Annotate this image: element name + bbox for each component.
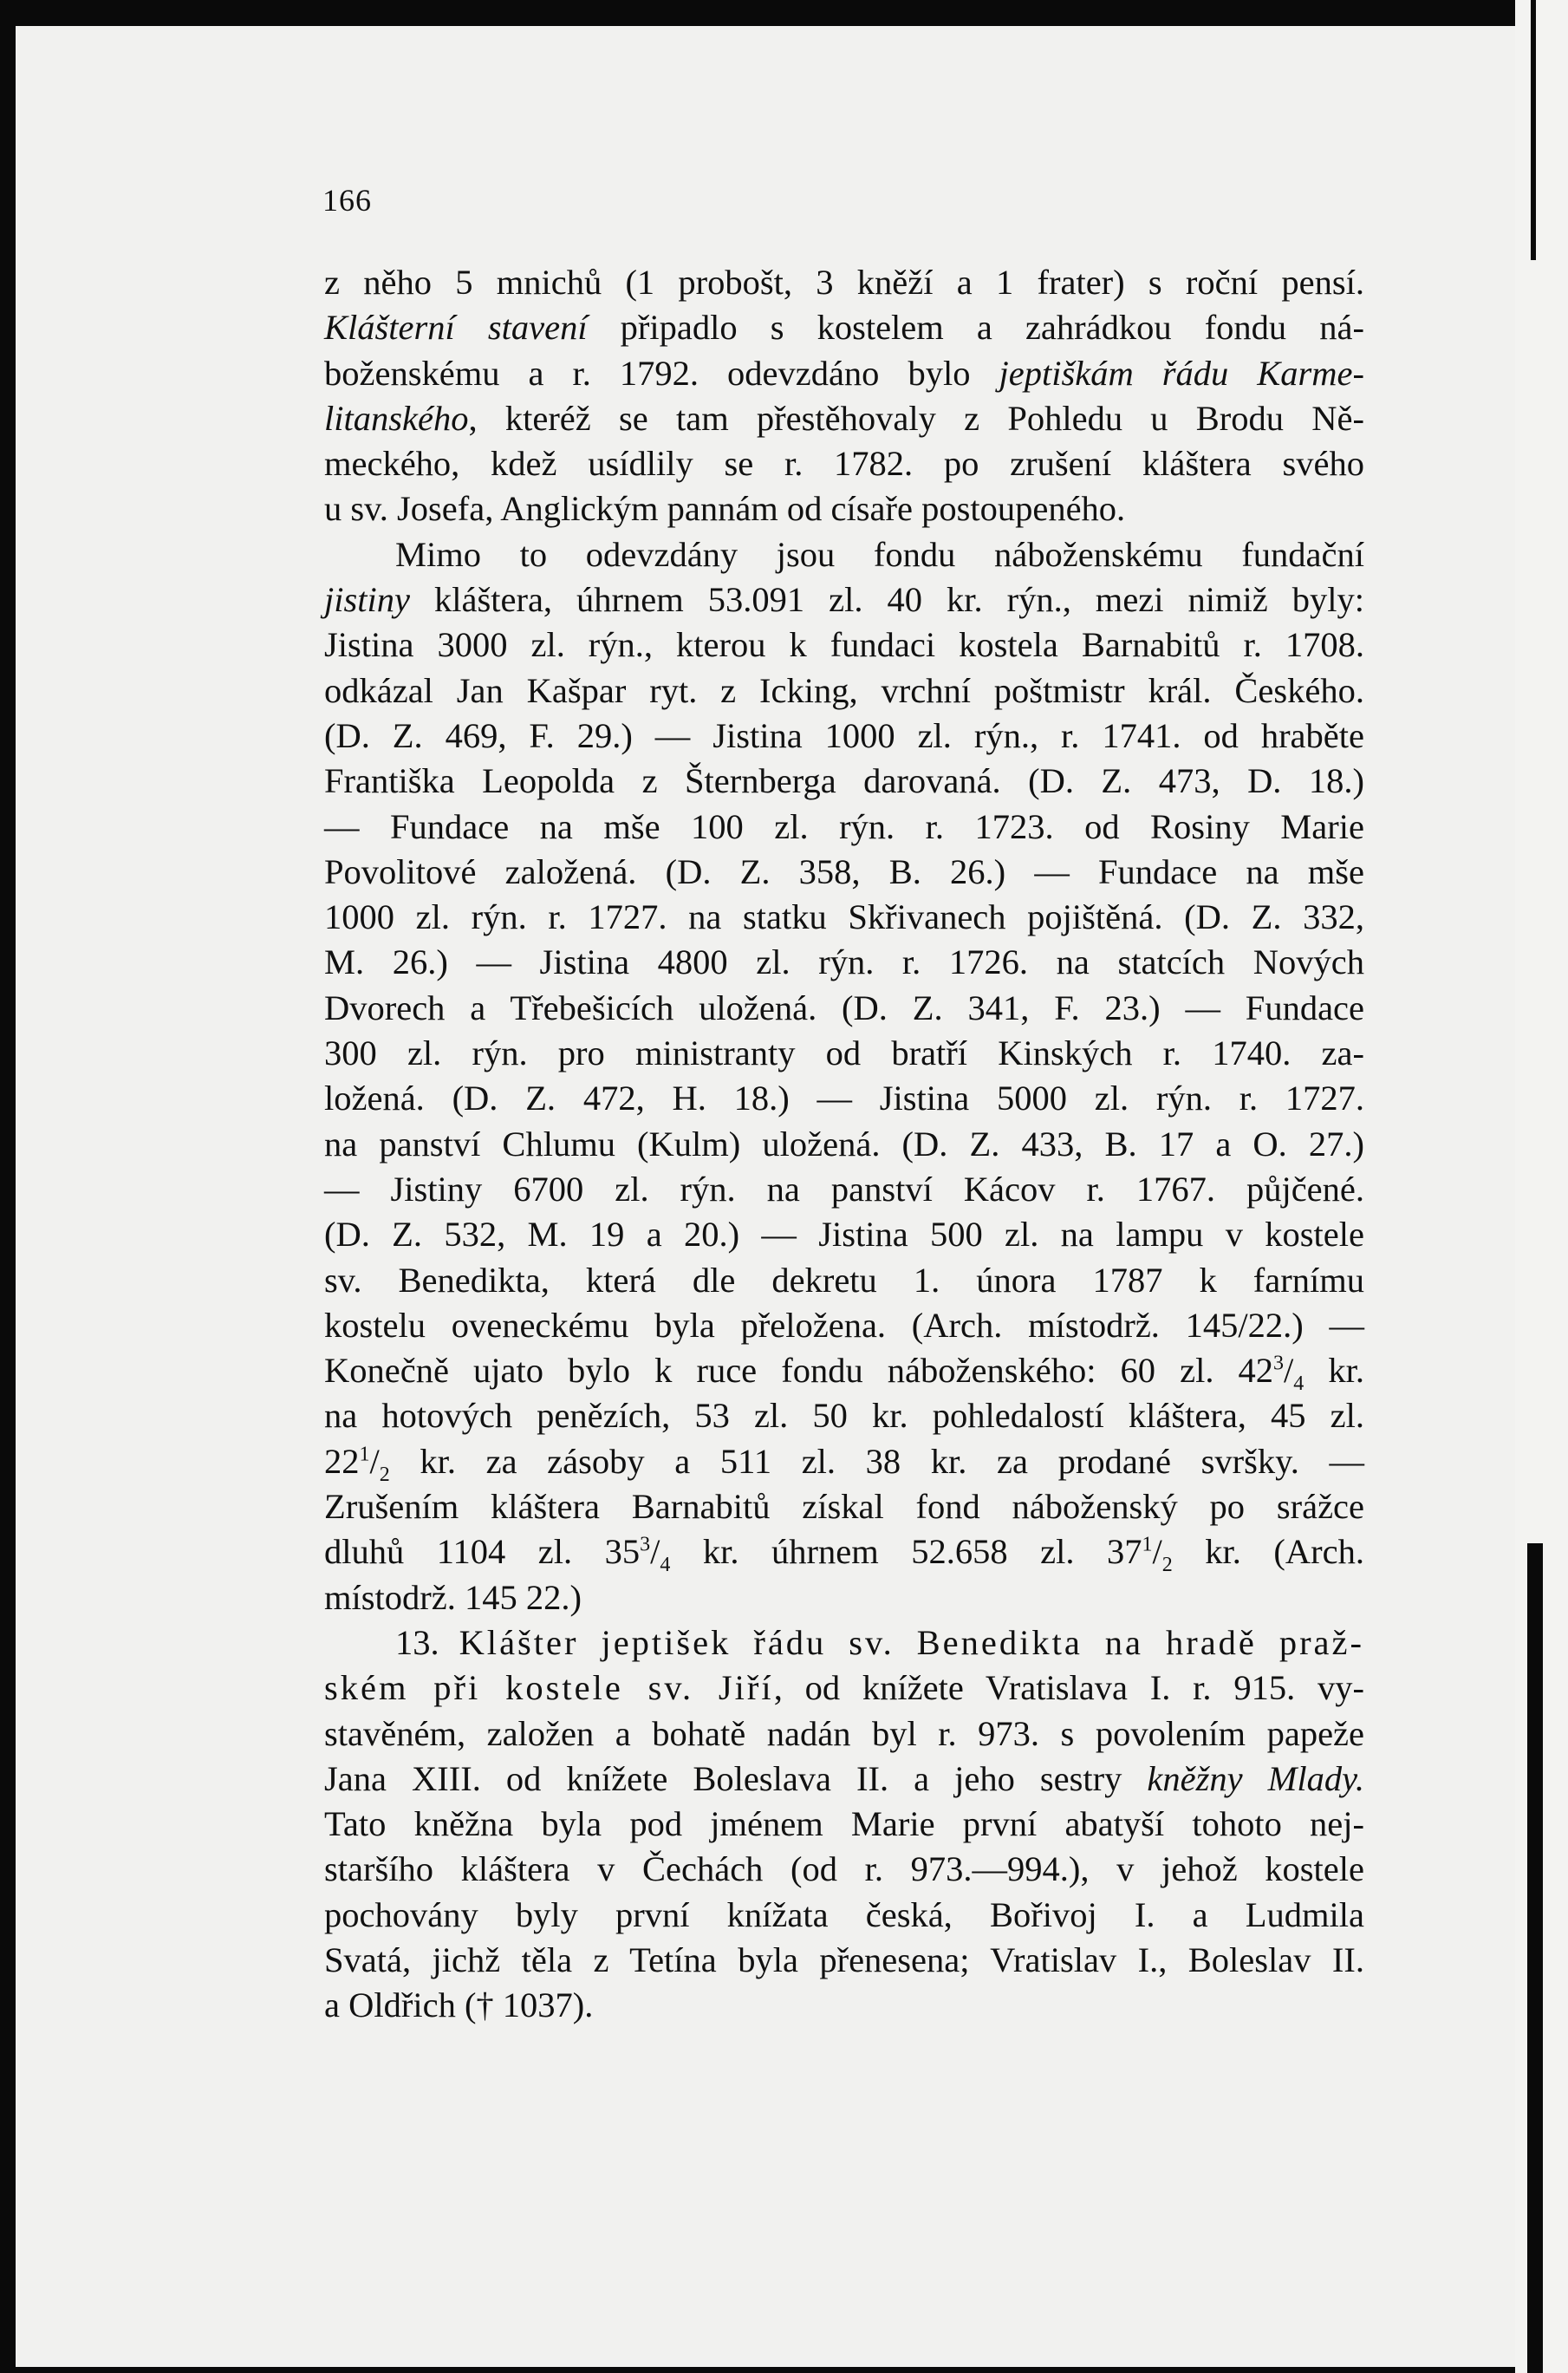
text-fragment: 4 — [660, 1554, 671, 1577]
text-line — [324, 759, 1364, 804]
text-fragment: kr. (Arch. — [1172, 1532, 1364, 1572]
text-line — [324, 623, 1364, 668]
page-gutter-shadow-top — [1531, 0, 1536, 260]
text-fragment: , kteréž se tam přestěhovaly z Pohledu u Brodu Ně- — [468, 398, 1364, 438]
text-fragment: / — [369, 1441, 380, 1481]
text-fragment: dluhů 1104 zl. 35 — [324, 1532, 641, 1572]
text-line — [324, 1122, 1364, 1167]
text-fragment: místodrž. 145 22.) — [324, 1577, 582, 1617]
text-line — [324, 1258, 1364, 1303]
text-line — [324, 1666, 1364, 1711]
text-fragment: kostelu oveneckému byla přeložena. (Arch. místodrž. 145/22.) — — [324, 1305, 1364, 1345]
text-line — [324, 1938, 1364, 1983]
page-number: 166 — [322, 183, 372, 218]
text-fragment: 1000 zl. rýn. r. 1727. na statku Skřivanech pojištěná. (D. Z. 332, — [324, 897, 1364, 937]
text-line — [324, 1893, 1364, 1938]
text-fragment: a Oldřich († 1037). — [324, 1985, 594, 2025]
text-fragment: / — [1284, 1351, 1294, 1391]
text-line — [324, 1439, 1364, 1484]
text-fragment: Jana XIII. od knížete Boleslava II. a jeho sestry — [324, 1758, 1148, 1798]
text-fragment: meckého, kdež usídlily se r. 1782. po zrušení kláštera svého — [324, 444, 1364, 484]
text-fragment: pochovány byly první knížata česká, Bořivoj I. a Ludmila — [324, 1894, 1364, 1934]
text-line — [324, 351, 1364, 396]
text-fragment: Klášter jeptišek řádu sv. Benedikta na hradě praž- — [459, 1622, 1364, 1662]
text-fragment: 1 — [1142, 1533, 1153, 1556]
text-line — [324, 940, 1364, 985]
text-fragment: 300 zl. rýn. pro ministranty od bratří Kinských r. 1740. za- — [324, 1033, 1364, 1073]
text-fragment: Dvorech a Třebešicích uložená. (D. Z. 341, F. 23.) — Fundace — [324, 988, 1364, 1027]
text-line — [324, 714, 1364, 759]
text-line — [324, 1620, 1364, 1666]
text-fragment: litanského — [324, 398, 469, 438]
text-line — [324, 895, 1364, 940]
text-fragment: Konečně ujato bylo k ruce fondu náboženského: 60 zl. 42 — [324, 1351, 1274, 1391]
text-fragment: na panství Chlumu (Kulm) uložená. (D. Z. 433, B. 17 a O. 27.) — [324, 1124, 1364, 1164]
text-line — [324, 1575, 1364, 1620]
text-fragment: ložená. (D. Z. 472, H. 18.) — Jistina 5000 zl. rýn. r. 1727. — [324, 1079, 1364, 1118]
text-fragment: M. 26.) — Jistina 4800 zl. rýn. r. 1726. na statcích Nových — [324, 942, 1364, 982]
text-fragment: Povolitové založená. (D. Z. 358, B. 26.) — Fundace na mše — [324, 851, 1364, 891]
text-fragment: Františka Leopolda z Šternberga darovaná. (D. Z. 473, D. 18.) — [324, 761, 1364, 801]
text-fragment: 3 — [640, 1533, 651, 1556]
text-fragment: sv. Benedikta, která dle dekretu 1. února 1787 k farnímu — [324, 1260, 1364, 1300]
text-fragment: Jistina 3000 zl. rýn., kterou k fundaci kostela Barnabitů r. 1708. — [324, 625, 1364, 665]
text-fragment: jeptiškám řádu Karme- — [999, 353, 1364, 393]
text-fragment: ském při kostele sv. Jiří — [324, 1668, 774, 1708]
text-fragment: u sv. Josefa, Anglickým pannám od císaře postoupeného. — [324, 489, 1126, 529]
text-line — [324, 1484, 1364, 1529]
text-line — [324, 1212, 1364, 1257]
text-fragment: Mimo to odevzdány jsou fondu náboženskému fundační — [395, 534, 1364, 574]
text-fragment: kr. — [1304, 1351, 1364, 1391]
text-line — [324, 441, 1364, 486]
text-fragment: na hotových penězích, 53 zl. 50 kr. pohledalostí kláštera, 45 zl. — [324, 1396, 1364, 1436]
text-fragment: boženskému a r. 1792. odevzdáno bylo — [324, 353, 999, 393]
text-line — [324, 850, 1364, 895]
text-fragment: — Jistiny 6700 zl. rýn. na panství Kácov r. 1767. půjčené. — [324, 1169, 1364, 1209]
text-fragment: 2 — [1161, 1554, 1173, 1577]
text-fragment: Klášterní stavení — [324, 308, 588, 348]
text-line — [324, 1757, 1364, 1802]
text-fragment: jistiny — [324, 580, 410, 620]
text-line — [324, 805, 1364, 850]
text-line — [324, 1393, 1364, 1438]
text-line — [324, 1031, 1364, 1076]
text-fragment: z něho 5 mnichů (1 probošt, 3 kněží a 1 frater) s roční pensí. — [324, 263, 1364, 302]
text-fragment: staršího kláštera v Čechách (od r. 973.—994.), v jehož kostele — [324, 1849, 1364, 1889]
text-line — [324, 668, 1364, 714]
text-fragment: 3 — [1273, 1352, 1285, 1375]
text-fragment: / — [1152, 1532, 1162, 1572]
text-line — [324, 1167, 1364, 1212]
text-line — [324, 532, 1364, 577]
text-fragment: kr. úhrnem 52.658 zl. 37 — [670, 1532, 1142, 1572]
text-line — [324, 1076, 1364, 1121]
text-fragment: 2 — [379, 1463, 390, 1486]
text-line — [324, 486, 1364, 531]
text-line — [324, 1303, 1364, 1348]
text-line — [324, 1847, 1364, 1892]
text-fragment: 1 — [359, 1443, 370, 1466]
text-fragment: Svatá, jichž těla z Tetína byla přenesena; Vratislav I., Boleslav II. — [324, 1939, 1364, 1979]
text-line — [324, 1529, 1364, 1577]
text-line — [324, 396, 1364, 441]
text-fragment: , od knížete Vratislava I. r. 915. vy- — [773, 1668, 1364, 1708]
text-line — [324, 1348, 1364, 1396]
text-fragment: 13. — [395, 1622, 459, 1662]
text-fragment: (D. Z. 469, F. 29.) — Jistina 1000 zl. rýn., r. 1741. od hraběte — [324, 715, 1364, 755]
text-fragment: 22 — [324, 1441, 360, 1481]
text-fragment: Tato kněžna byla pod jménem Marie první abatyší tohoto nej- — [324, 1804, 1364, 1844]
text-line — [324, 1983, 1364, 2028]
text-fragment: stavěném, založen a bohatě nadán byl r. 973. s povolením papeže — [324, 1713, 1364, 1753]
page-gutter-shadow — [1527, 1543, 1543, 2373]
text-fragment: (D. Z. 532, M. 19 a 20.) — Jistina 500 zl. na lampu v kostele — [324, 1215, 1364, 1255]
text-fragment: Zrušením kláštera Barnabitů získal fond náboženský po srážce — [324, 1487, 1364, 1527]
text-line — [324, 1802, 1364, 1847]
text-fragment: připadlo s kostelem a zahrádkou fondu ná- — [587, 308, 1364, 348]
text-fragment: kněžny Mlady. — [1147, 1758, 1364, 1798]
text-fragment: kláštera, úhrnem 53.091 zl. 40 kr. rýn., mezi nimiž byly: — [410, 580, 1364, 620]
text-fragment: 4 — [1293, 1372, 1304, 1396]
text-line — [324, 986, 1364, 1031]
text-line — [324, 260, 1364, 305]
text-fragment: odkázal Jan Kašpar ryt. z Icking, vrchní poštmistr král. Českého. — [324, 670, 1364, 710]
text-fragment: — Fundace na mše 100 zl. rýn. r. 1723. od Rosiny Marie — [324, 806, 1364, 846]
text-line — [324, 577, 1364, 623]
text-line — [324, 305, 1364, 350]
text-fragment: / — [650, 1532, 660, 1572]
text-fragment: kr. za zásoby a 511 zl. 38 kr. za prodané svršky. — — [389, 1441, 1364, 1481]
text-line — [324, 1711, 1364, 1757]
body-text — [324, 260, 1364, 2029]
